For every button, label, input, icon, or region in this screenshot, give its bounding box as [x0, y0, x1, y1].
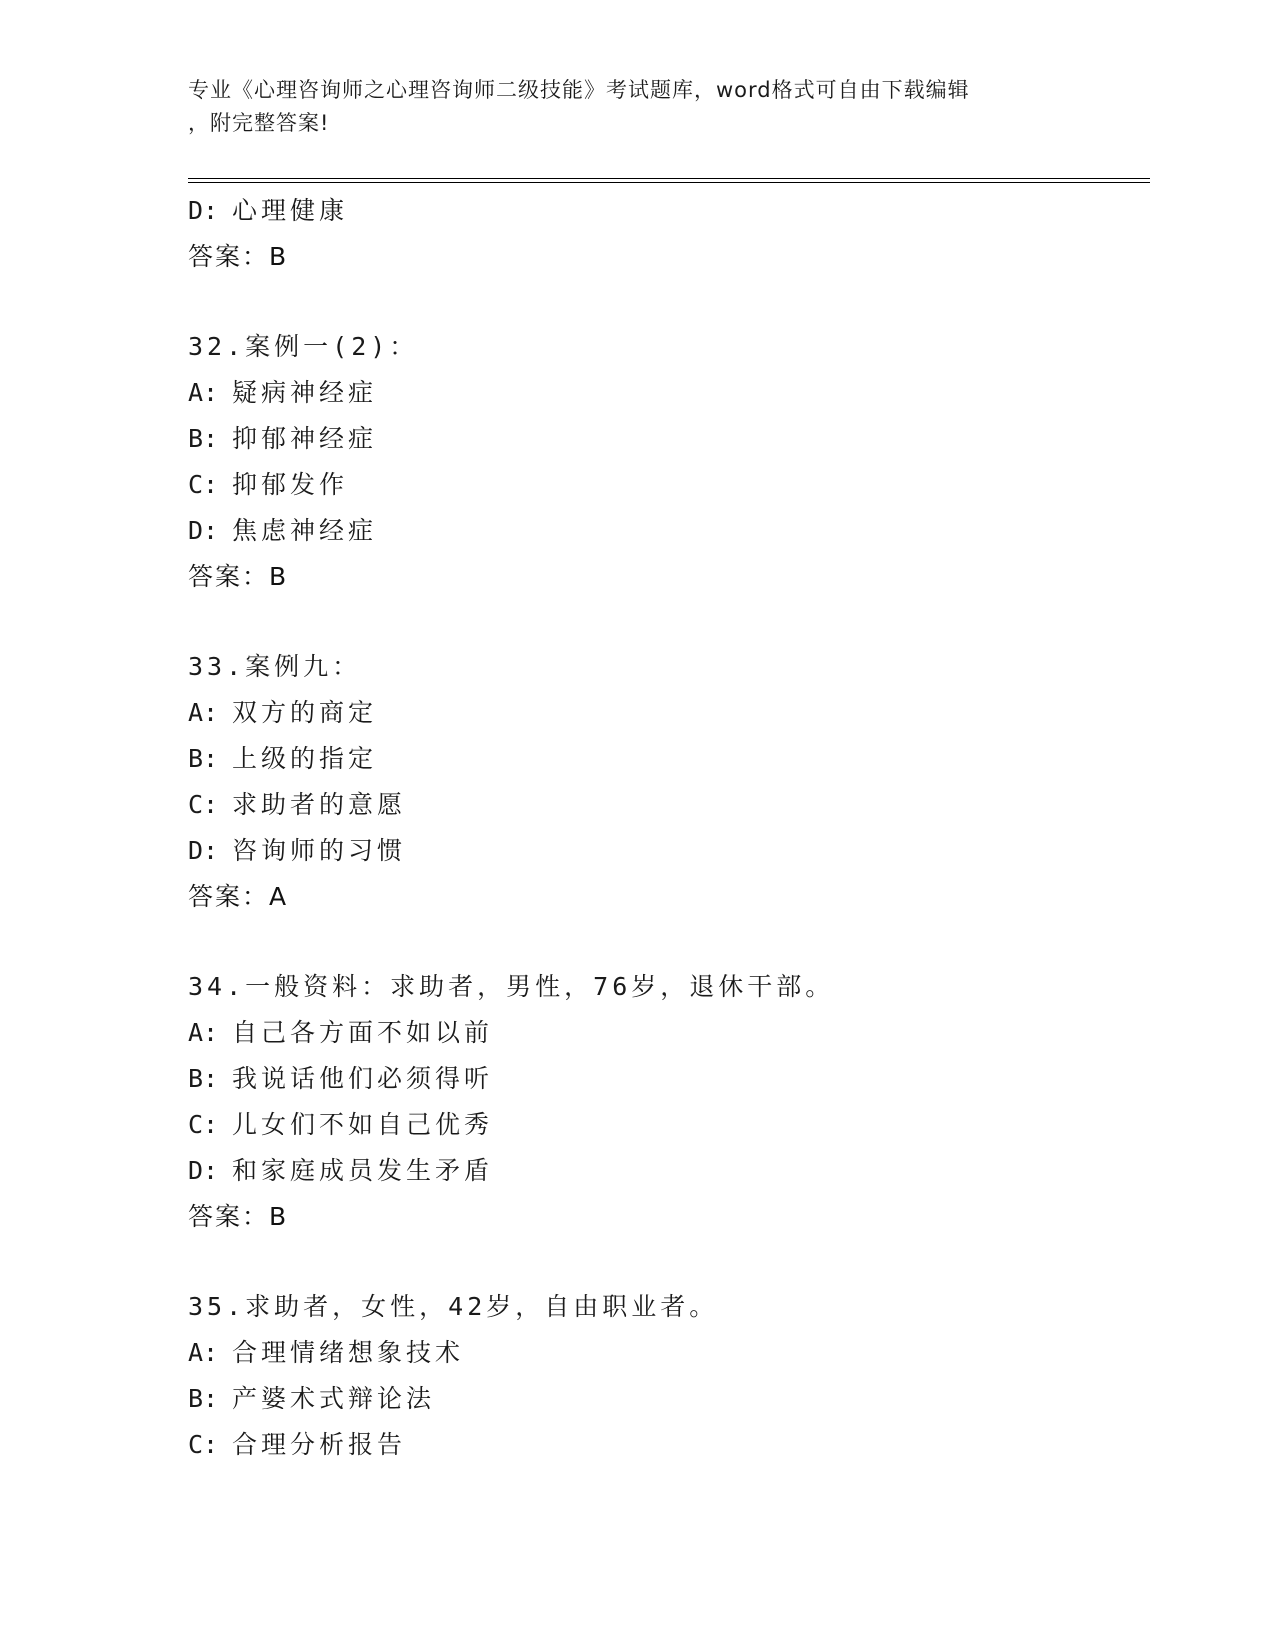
option-text: 抑郁发作 — [232, 470, 349, 499]
question-stem: 32.案例一(2)： — [188, 332, 419, 361]
option-letter: A: — [188, 698, 219, 727]
option-letter: C: — [188, 1110, 219, 1139]
option-a — [188, 690, 1138, 736]
option-letter: D: — [188, 196, 219, 225]
question-stem: 33.案例九： — [188, 652, 362, 681]
option-letter: A: — [188, 1018, 219, 1047]
option-text: 双方的商定 — [232, 698, 378, 727]
option-letter: C: — [188, 1430, 219, 1459]
document-header — [188, 74, 1088, 140]
question-stem: 35.求助者，女性，42岁，自由职业者。 — [188, 1292, 719, 1321]
option-letter: D: — [188, 836, 219, 865]
question-stem: 34.一般资料：求助者，男性，76岁，退休干部。 — [188, 972, 835, 1001]
option-a — [188, 1330, 1138, 1376]
question-32 — [188, 324, 1138, 600]
option-c — [188, 462, 1138, 508]
question-35 — [188, 1284, 1138, 1468]
option-b — [188, 1376, 1138, 1422]
option-b — [188, 416, 1138, 462]
question-list — [188, 188, 1138, 1468]
option-text: 上级的指定 — [232, 744, 378, 773]
option-text: 产婆术式辩论法 — [232, 1384, 436, 1413]
option-d — [188, 1148, 1138, 1194]
option-text: 和家庭成员发生矛盾 — [232, 1156, 494, 1185]
option-letter: B: — [188, 744, 219, 773]
answer-line: 答案：B — [188, 1202, 289, 1231]
header-line-2: ，附完整答案! — [188, 111, 330, 135]
question-31-tail — [188, 188, 1138, 280]
option-b — [188, 736, 1138, 782]
option-d — [188, 188, 1138, 234]
answer-line: 答案：A — [188, 882, 289, 911]
option-c — [188, 782, 1138, 828]
option-text: 抑郁神经症 — [232, 424, 378, 453]
option-letter: C: — [188, 470, 219, 499]
option-b — [188, 1056, 1138, 1102]
question-34 — [188, 964, 1138, 1240]
answer-line: 答案：B — [188, 242, 289, 271]
option-text: 求助者的意愿 — [232, 790, 407, 819]
option-c — [188, 1102, 1138, 1148]
option-text: 心理健康 — [232, 196, 349, 225]
option-letter: B: — [188, 1064, 219, 1093]
question-33 — [188, 644, 1138, 920]
header-divider-top — [188, 178, 1150, 179]
answer-line: 答案：B — [188, 562, 289, 591]
option-d — [188, 828, 1138, 874]
option-letter: C: — [188, 790, 219, 819]
option-text: 我说话他们必须得听 — [232, 1064, 494, 1093]
option-letter: D: — [188, 1156, 219, 1185]
option-letter: A: — [188, 1338, 219, 1367]
option-a — [188, 370, 1138, 416]
option-text: 合理分析报告 — [232, 1430, 407, 1459]
option-a — [188, 1010, 1138, 1056]
option-letter: B: — [188, 1384, 219, 1413]
option-text: 焦虑神经症 — [232, 516, 378, 545]
option-letter: A: — [188, 378, 219, 407]
option-letter: D: — [188, 516, 219, 545]
option-text: 咨询师的习惯 — [232, 836, 407, 865]
header-line-1: 专业《心理咨询师之心理咨询师二级技能》考试题库，word格式可自由下载编辑 — [188, 78, 970, 102]
option-d — [188, 508, 1138, 554]
option-text: 疑病神经症 — [232, 378, 378, 407]
option-text: 合理情绪想象技术 — [232, 1338, 465, 1367]
option-text: 自己各方面不如以前 — [232, 1018, 494, 1047]
option-letter: B: — [188, 424, 219, 453]
option-c — [188, 1422, 1138, 1468]
header-divider-bottom — [188, 182, 1150, 183]
option-text: 儿女们不如自己优秀 — [232, 1110, 494, 1139]
